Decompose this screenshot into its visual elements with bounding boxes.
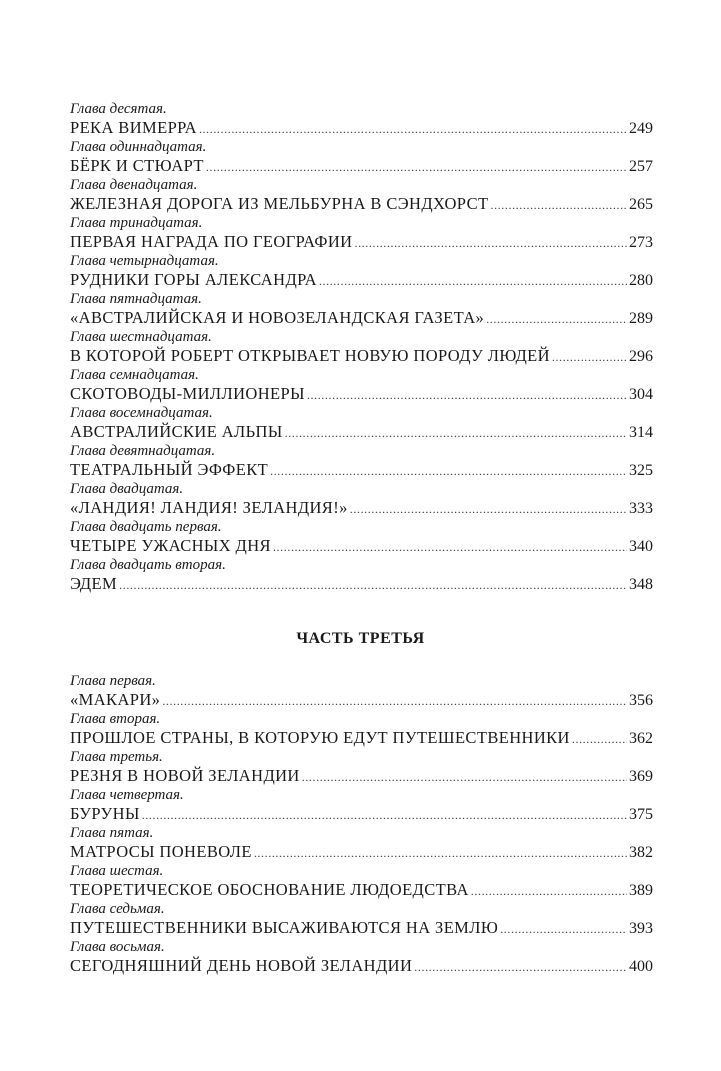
chapter-label: Глава первая. [70, 673, 156, 689]
chapter-title: РЕЗНЯ В НОВОЙ ЗЕЛАНДИИ [70, 766, 300, 785]
page-number: 249 [629, 120, 653, 137]
page-number: 400 [629, 958, 653, 975]
toc-entry [70, 328, 653, 366]
chapter-label: Глава тринадцатая. [70, 215, 203, 231]
toc-entry [70, 824, 653, 862]
entry-line [70, 156, 653, 176]
chapter-title: АВСТРАЛИЙСКИЕ АЛЬПЫ [70, 422, 283, 441]
page-number: 369 [629, 768, 653, 785]
chapter-label: Глава седьмая. [70, 901, 165, 917]
chapter-title: ТЕАТРАЛЬНЫЙ ЭФФЕКТ [70, 460, 269, 479]
chapter-label: Глава четвертая. [70, 787, 184, 803]
dot-leader [254, 843, 627, 863]
toc-entry [70, 938, 653, 976]
chapter-title: РЕКА ВИМЕРРА [70, 118, 197, 137]
chapter-label: Глава пятая. [70, 825, 154, 841]
dot-leader [350, 499, 627, 519]
chapter-label: Глава восемнадцатая. [70, 405, 213, 421]
chapter-label: Глава четырнадцатая. [70, 253, 219, 269]
page-number: 257 [629, 158, 653, 175]
entry-line [70, 194, 653, 214]
entry-line [70, 384, 653, 404]
chapter-title: «ЛАНДИЯ! ЛАНДИЯ! ЗЕЛАНДИЯ!» [70, 498, 348, 517]
dot-leader [162, 691, 627, 711]
page-number: 348 [629, 576, 653, 593]
chapter-title: ТЕОРЕТИЧЕСКОЕ ОБОСНОВАНИЕ ЛЮДОЕДСТВА [70, 880, 469, 899]
page-number: 356 [629, 692, 653, 709]
chapter-label: Глава восьмая. [70, 939, 165, 955]
toc-entry [70, 900, 653, 938]
dot-leader [319, 271, 627, 291]
dot-leader [414, 957, 627, 977]
chapter-title: ПУТЕШЕСТВЕННИКИ ВЫСАЖИВАЮТСЯ НА ЗЕМЛЮ [70, 918, 499, 937]
chapter-title: БУРУНЫ [70, 804, 140, 823]
chapter-title: «МАКАРИ» [70, 690, 161, 709]
page-number: 296 [629, 348, 653, 365]
toc-entry [70, 748, 653, 786]
toc-entry [70, 710, 653, 748]
chapter-label: Глава шестнадцатая. [70, 329, 212, 345]
dot-leader [572, 729, 627, 749]
chapter-title: ПРОШЛОЕ СТРАНЫ, В КОТОРУЮ ЕДУТ ПУТЕШЕСТВЕННИКИ [70, 728, 570, 747]
page-number: 289 [629, 310, 653, 327]
entry-line [70, 346, 653, 366]
entry-line [70, 766, 653, 786]
entry-line [70, 536, 653, 556]
chapter-title: БЁРК И СТЮАРТ [70, 156, 204, 175]
entry-line [70, 728, 653, 748]
toc-entry [70, 138, 653, 176]
chapter-title: В КОТОРОЙ РОБЕРТ ОТКРЫВАЕТ НОВУЮ ПОРОДУ ЛЮДЕЙ [70, 346, 550, 365]
entry-line [70, 804, 653, 824]
entry-line [70, 498, 653, 518]
dot-leader [270, 461, 627, 481]
entry-line [70, 118, 653, 138]
page-number: 304 [629, 386, 653, 403]
page-number: 273 [629, 234, 653, 251]
entry-line [70, 308, 653, 328]
chapter-title: ЧЕТЫРЕ УЖАСНЫХ ДНЯ [70, 536, 271, 555]
entry-line [70, 422, 653, 442]
chapter-label: Глава девятнадцатая. [70, 443, 216, 459]
dot-leader [119, 575, 627, 595]
toc-entry [70, 786, 653, 824]
toc-entry [70, 480, 653, 518]
page-number: 375 [629, 806, 653, 823]
page-number: 314 [629, 424, 653, 441]
chapter-label: Глава двадцать первая. [70, 519, 222, 535]
dot-leader [302, 767, 627, 787]
entry-line [70, 574, 653, 594]
toc-entry [70, 672, 653, 710]
toc-entry [70, 100, 653, 138]
chapter-label: Глава двадцатая. [70, 481, 184, 497]
page-number: 340 [629, 538, 653, 555]
entry-line [70, 956, 653, 976]
chapter-title: РУДНИКИ ГОРЫ АЛЕКСАНДРА [70, 270, 317, 289]
section-title-part-three: ЧАСТЬ ТРЕТЬЯ [296, 630, 425, 647]
entry-line [70, 842, 653, 862]
chapter-label: Глава десятая. [70, 101, 167, 117]
entry-line [70, 880, 653, 900]
toc-entry [70, 404, 653, 442]
page-number: 333 [629, 500, 653, 517]
entry-line [70, 270, 653, 290]
entry-line [70, 690, 653, 710]
dot-leader [307, 385, 627, 405]
dot-leader [490, 195, 627, 215]
page-number: 389 [629, 882, 653, 899]
dot-leader [471, 881, 627, 901]
chapter-title: ЖЕЛЕЗНАЯ ДОРОГА ИЗ МЕЛЬБУРНА В СЭНДХОРСТ [70, 194, 489, 213]
page-number: 325 [629, 462, 653, 479]
chapter-label: Глава двенадцатая. [70, 177, 198, 193]
toc-part-three [70, 672, 653, 976]
page-number: 382 [629, 844, 653, 861]
dot-leader [199, 119, 627, 139]
toc-entry [70, 556, 653, 594]
chapter-label: Глава пятнадцатая. [70, 291, 202, 307]
chapter-title: СКОТОВОДЫ-МИЛЛИОНЕРЫ [70, 384, 305, 403]
dot-leader [273, 537, 627, 557]
chapter-label: Глава двадцать вторая. [70, 557, 226, 573]
toc-entry [70, 176, 653, 214]
chapter-title: МАТРОСЫ ПОНЕВОЛЕ [70, 842, 252, 861]
chapter-label: Глава третья. [70, 749, 163, 765]
toc-part-two [70, 100, 653, 594]
page-number: 265 [629, 196, 653, 213]
dot-leader [486, 309, 627, 329]
chapter-label: Глава одиннадцатая. [70, 139, 207, 155]
toc-entry [70, 214, 653, 252]
chapter-label: Глава вторая. [70, 711, 161, 727]
chapter-label: Глава шестая. [70, 863, 164, 879]
dot-leader [552, 347, 627, 367]
toc-entry [70, 518, 653, 556]
chapter-title: ПЕРВАЯ НАГРАДА ПО ГЕОГРАФИИ [70, 232, 353, 251]
chapter-label: Глава семнадцатая. [70, 367, 199, 383]
chapter-title: «АВСТРАЛИЙСКАЯ И НОВОЗЕЛАНДСКАЯ ГАЗЕТА» [70, 308, 485, 327]
entry-line [70, 232, 653, 252]
chapter-title: ЭДЕМ [70, 574, 118, 593]
toc-entry [70, 290, 653, 328]
chapter-title: СЕГОДНЯШНИЙ ДЕНЬ НОВОЙ ЗЕЛАНДИИ [70, 956, 413, 975]
entry-line [70, 460, 653, 480]
toc-entry [70, 366, 653, 404]
entry-line [70, 918, 653, 938]
dot-leader [285, 423, 627, 443]
dot-leader [142, 805, 627, 825]
dot-leader [500, 919, 627, 939]
toc-entry [70, 442, 653, 480]
toc-entry [70, 862, 653, 900]
page-number: 362 [629, 730, 653, 747]
page-number: 280 [629, 272, 653, 289]
toc-entry [70, 252, 653, 290]
dot-leader [206, 157, 627, 177]
dot-leader [354, 233, 627, 253]
page-number: 393 [629, 920, 653, 937]
